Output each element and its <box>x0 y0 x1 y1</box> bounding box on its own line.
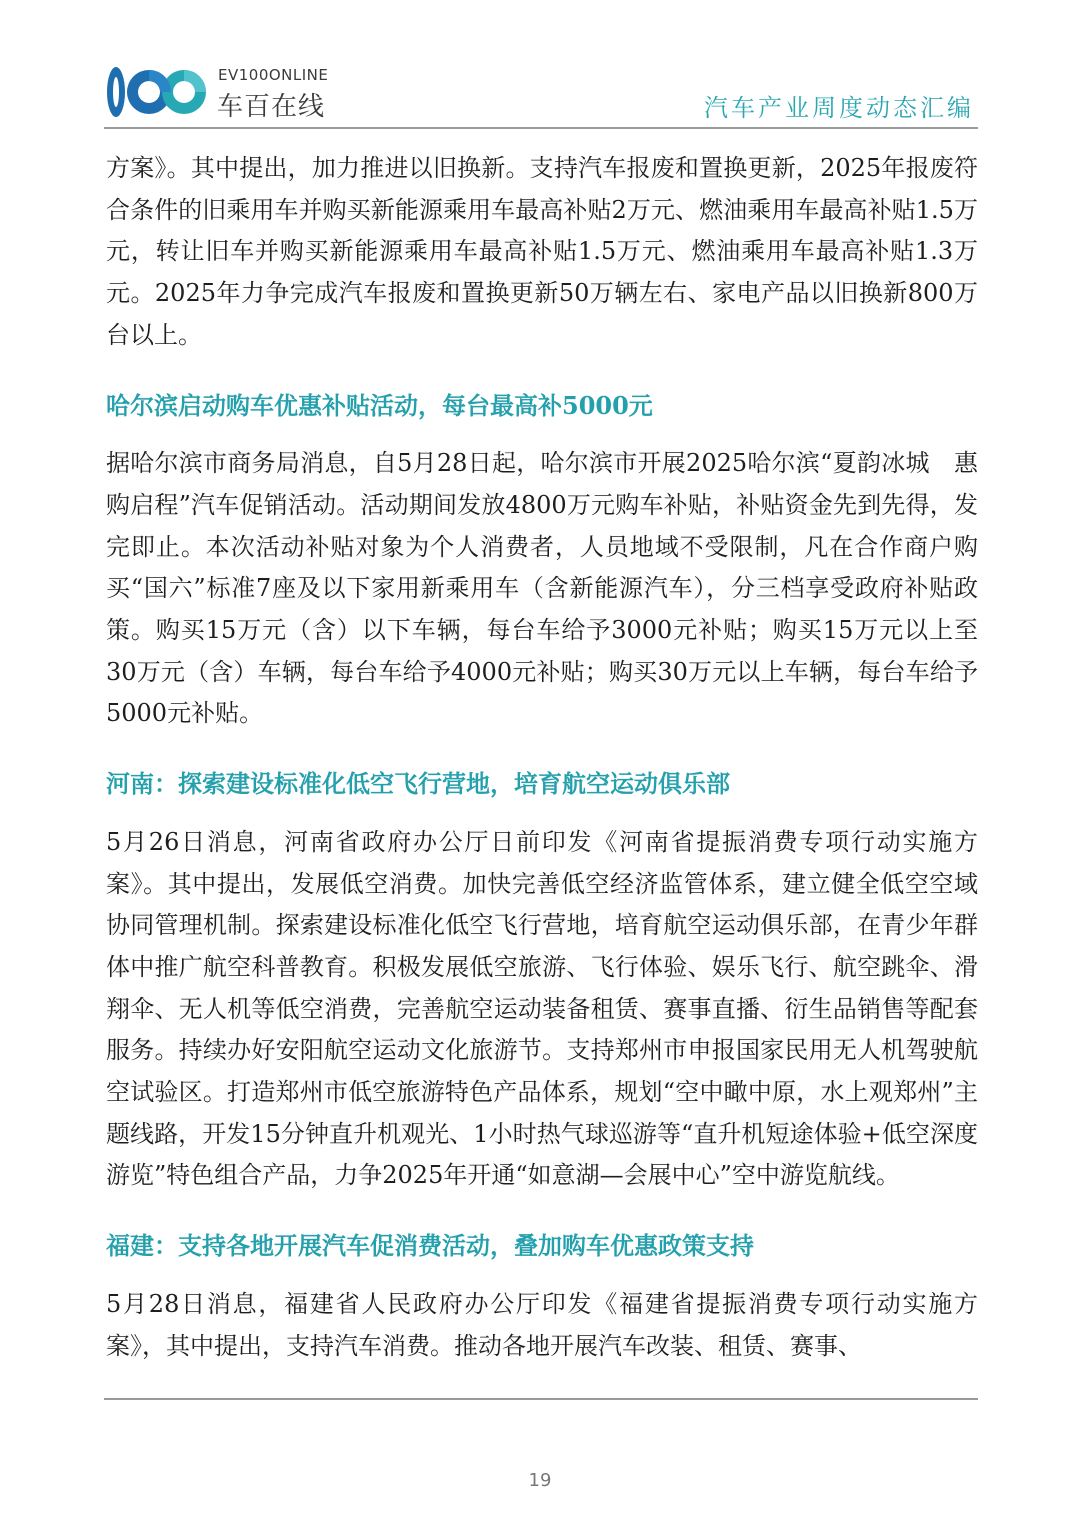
document-title: 汽车产业周度动态汇编 <box>704 94 974 122</box>
body-paragraph-henan: 5月26日消息，河南省政府办公厅日前印发《河南省提振消费专项行动实施方案》。其中提出，发展低空消费。加快完善低空经济监管体系，建立健全低空空域协同管理机制。探索建设标准化低空飞行营地，培育航空运动俱乐部，在青少年群体中推广航空科普教育。积极发展低空旅游、飞行体验、娱乐飞行、航空跳伞、滑翔伞、无人机等低空消费，完善航空运动装备租赁、赛事直播、衍生品销售等配套服务。持续办好安阳航空运动文化旅游节。支持郑州市申报国家民用无人机驾驶航空试验区。打造郑州市低空旅游特色产品体系，规划“空中瞰中原，水上观郑州”主题线路，开发15分钟直升机观光、1小时热气球巡游等“直升机短途体验+低空深度游览”特色组合产品，力争2025年开通“如意湖—会展中心”空中游览航线。 <box>106 827 978 1190</box>
logo-chinese-text: 车百在线 <box>217 92 326 122</box>
body-paragraph-1: 方案》。其中提出，加力推进以旧换新。支持汽车报废和置换更新，2025年报废符合条件的旧乘用车并购买新能源乘用车最高补贴2万元、燃油乘用车最高补贴1.5万元，转让旧车并购买新能源乘用车最高补贴1.5万元、燃油乘用车最高补贴1.3万元。2025年力争完成汽车报废和置换更新50万辆左右、家电产品以旧换新800万台以上。 <box>106 154 978 349</box>
section-heading-fujian: 福建：支持各地开展汽车促消费活动，叠加购车优惠政策支持 <box>106 1231 754 1261</box>
logo-english-text: EV100ONLINE <box>218 66 329 84</box>
page-number: 19 <box>528 1470 552 1491</box>
body-paragraph-fujian: 5月28日消息，福建省人民政府办公厅印发《福建省提振消费专项行动实施方案》，其中提出，支持汽车消费。推动各地开展汽车改装、租赁、赛事、 <box>106 1289 978 1360</box>
section-heading-henan: 河南：探索建设标准化低空飞行营地，培育航空运动俱乐部 <box>106 769 730 799</box>
page-content <box>106 148 978 1367</box>
body-paragraph-harbin: 据哈尔滨市商务局消息，自5月28日起，哈尔滨市开展2025哈尔滨“夏韵冰城 惠购启程”汽车促销活动。活动期间发放4800万元购车补贴，补贴资金先到先得，发完即止。本次活动补贴对象为个人消费者，人员地域不受限制，凡在合作商户购买“国六”标准7座及以下家用新乘用车（含新能源汽车），分三档享受政府补贴政策。购买15万元（含）以下车辆，每台车给予3000元补贴；购买15万元以上至30万元（含）车辆，每台车给予4000元补贴；购买30万元以上车辆，每台车给予5000元补贴。 <box>106 449 978 728</box>
ev100-logo-icon <box>104 64 212 120</box>
footer-divider <box>104 1398 978 1400</box>
header-divider <box>104 127 978 129</box>
section-heading-harbin: 哈尔滨启动购车优惠补贴活动，每台最高补5000元 <box>106 390 653 420</box>
page-header <box>104 60 978 126</box>
